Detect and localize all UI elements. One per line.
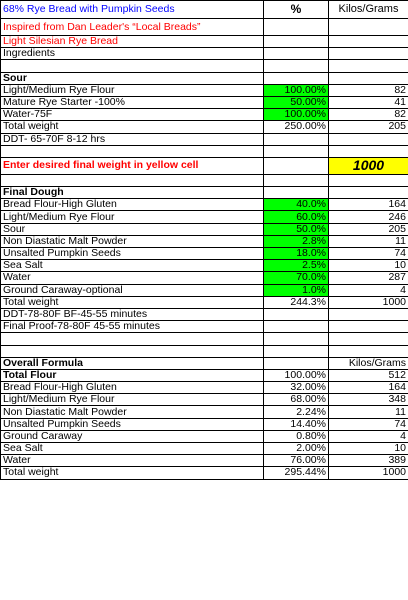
ingredient-row — [1, 382, 408, 394]
ingredient-name[interactable]: Light/Medium Rye Flour — [1, 211, 264, 223]
note-row — [1, 133, 408, 145]
empty-cell[interactable] — [264, 321, 329, 333]
ingredient-weight[interactable]: 1000 — [329, 296, 408, 308]
ingredient-row — [1, 296, 408, 308]
baker-percent[interactable]: 250.00% — [264, 121, 329, 133]
empty-cell[interactable] — [264, 345, 329, 357]
empty-cell[interactable] — [264, 333, 329, 345]
ingredient-weight[interactable]: 512 — [329, 369, 408, 381]
ingredient-row — [1, 272, 408, 284]
empty-cell[interactable] — [1, 345, 264, 357]
ingredient-name[interactable]: Ground Caraway — [1, 430, 264, 442]
ingredient-row — [1, 199, 408, 211]
ingredient-row — [1, 223, 408, 235]
ingredient-weight[interactable]: 10 — [329, 443, 408, 455]
ingredient-weight[interactable]: 11 — [329, 235, 408, 247]
ingredient-weight[interactable]: 10 — [329, 260, 408, 272]
ingredient-weight[interactable]: 4 — [329, 284, 408, 296]
ingredient-weight[interactable]: 82 — [329, 109, 408, 121]
ingredient-row — [1, 430, 408, 442]
ingredient-weight[interactable]: 74 — [329, 248, 408, 260]
overall-weight-header[interactable]: Kilos/Grams — [329, 357, 408, 369]
baker-percent[interactable]: 68.00% — [264, 394, 329, 406]
baker-percent[interactable]: 0.80% — [264, 430, 329, 442]
blank-row — [1, 345, 408, 357]
section-heading-row — [1, 187, 408, 199]
ingredient-weight[interactable]: 389 — [329, 455, 408, 467]
subtitle-row — [1, 36, 408, 48]
empty-cell[interactable] — [1, 60, 264, 72]
empty-cell[interactable] — [329, 72, 408, 84]
empty-cell[interactable] — [329, 333, 408, 345]
ingredient-weight[interactable]: 348 — [329, 394, 408, 406]
empty-cell[interactable] — [264, 187, 329, 199]
ingredient-name[interactable]: Ground Caraway-optional — [1, 284, 264, 296]
baker-percent[interactable]: 2.00% — [264, 443, 329, 455]
baker-percent[interactable]: 2.24% — [264, 406, 329, 418]
blank-row — [1, 145, 408, 157]
ingredient-row — [1, 418, 408, 430]
ingredient-row — [1, 369, 408, 381]
sour-heading[interactable]: Sour — [1, 72, 264, 84]
ingredient-weight[interactable]: 287 — [329, 272, 408, 284]
title-row — [1, 1, 408, 19]
baker-percent[interactable]: 14.40% — [264, 418, 329, 430]
recipe-title[interactable]: 68% Rye Bread with Pumpkin Seeds — [1, 1, 264, 19]
baker-percent[interactable]: 244.3% — [264, 296, 329, 308]
final-dough-ddt-note[interactable]: DDT-78-80F BF-45-55 minutes — [1, 308, 264, 320]
ingredient-name[interactable]: Sour — [1, 223, 264, 235]
ingredient-row — [1, 235, 408, 247]
blank-row — [1, 174, 408, 186]
blank-row — [1, 333, 408, 345]
empty-cell[interactable] — [329, 19, 408, 36]
empty-cell[interactable] — [1, 145, 264, 157]
ingredient-name[interactable]: Light/Medium Rye Flour — [1, 394, 264, 406]
ingredient-name[interactable]: Sea Salt — [1, 260, 264, 272]
ingredient-name[interactable]: Total weight — [1, 467, 264, 479]
baker-percent[interactable]: 50.00% — [264, 96, 329, 108]
ingredient-weight[interactable]: 1000 — [329, 467, 408, 479]
desired-weight-input[interactable]: 1000 — [329, 157, 408, 174]
empty-cell[interactable] — [329, 36, 408, 48]
ingredient-name[interactable]: Light/Medium Rye Flour — [1, 84, 264, 96]
ingredient-weight[interactable]: 164 — [329, 199, 408, 211]
baker-percent[interactable]: 76.00% — [264, 455, 329, 467]
empty-cell[interactable] — [264, 48, 329, 60]
ingredient-weight[interactable]: 205 — [329, 223, 408, 235]
baker-percent[interactable]: 2.5% — [264, 260, 329, 272]
empty-cell[interactable] — [264, 145, 329, 157]
empty-cell[interactable] — [264, 36, 329, 48]
ingredient-row — [1, 211, 408, 223]
final-proof-note[interactable]: Final Proof-78-80F 45-55 minutes — [1, 321, 264, 333]
empty-cell[interactable] — [264, 357, 329, 369]
empty-cell[interactable] — [1, 333, 264, 345]
blank-row — [1, 60, 408, 72]
ingredient-name[interactable]: Sea Salt — [1, 443, 264, 455]
ingredient-weight[interactable]: 74 — [329, 418, 408, 430]
ingredient-name[interactable]: Bread Flour-High Gluten — [1, 199, 264, 211]
ingredient-row — [1, 260, 408, 272]
ingredient-row — [1, 109, 408, 121]
final-dough-heading[interactable]: Final Dough — [1, 187, 264, 199]
ingredient-name[interactable]: Non Diastatic Malt Powder — [1, 406, 264, 418]
ingredient-weight[interactable]: 4 — [329, 430, 408, 442]
ingredient-name[interactable]: Water-75F — [1, 109, 264, 121]
baker-percent[interactable]: 100.00% — [264, 84, 329, 96]
empty-cell[interactable] — [264, 19, 329, 36]
recipe-subtitle[interactable]: Light Silesian Rye Bread — [1, 36, 264, 48]
empty-cell[interactable] — [264, 308, 329, 320]
empty-cell[interactable] — [1, 174, 264, 186]
baker-percent[interactable]: 100.00% — [264, 109, 329, 121]
ingredient-weight[interactable]: 164 — [329, 382, 408, 394]
empty-cell[interactable] — [264, 157, 329, 174]
baker-percent[interactable]: 60.0% — [264, 211, 329, 223]
ingredient-weight[interactable]: 205 — [329, 121, 408, 133]
ingredient-row — [1, 467, 408, 479]
baker-percent[interactable]: 70.0% — [264, 272, 329, 284]
baker-percent[interactable]: 32.00% — [264, 382, 329, 394]
baker-percent[interactable]: 50.0% — [264, 223, 329, 235]
empty-cell[interactable] — [264, 72, 329, 84]
baker-percent[interactable]: 295.44% — [264, 467, 329, 479]
baker-percent[interactable]: 2.8% — [264, 235, 329, 247]
ingredient-row — [1, 406, 408, 418]
baker-percent[interactable]: 40.0% — [264, 199, 329, 211]
empty-cell[interactable] — [329, 60, 408, 72]
ingredient-row — [1, 443, 408, 455]
note-row — [1, 321, 408, 333]
ingredient-name[interactable]: Unsalted Pumpkin Seeds — [1, 248, 264, 260]
ingredient-name[interactable]: Non Diastatic Malt Powder — [1, 235, 264, 247]
ingredient-row — [1, 84, 408, 96]
ingredient-weight[interactable]: 41 — [329, 96, 408, 108]
ingredient-name[interactable]: Total Flour — [1, 369, 264, 381]
empty-cell[interactable] — [329, 133, 408, 145]
empty-cell[interactable] — [329, 308, 408, 320]
empty-cell[interactable] — [264, 133, 329, 145]
ingredient-name[interactable]: Bread Flour-High Gluten — [1, 382, 264, 394]
ingredient-name[interactable]: Water — [1, 455, 264, 467]
ingredients-label[interactable]: Ingredients — [1, 48, 264, 60]
ingredient-row — [1, 284, 408, 296]
overall-formula-heading[interactable]: Overall Formula — [1, 357, 264, 369]
ingredients-row — [1, 48, 408, 60]
empty-cell[interactable] — [329, 321, 408, 333]
desired-weight-row — [1, 157, 408, 174]
empty-cell[interactable] — [264, 60, 329, 72]
empty-cell[interactable] — [329, 48, 408, 60]
sour-ddt-note[interactable]: DDT- 65-70F 8-12 hrs — [1, 133, 264, 145]
ingredient-weight[interactable]: 82 — [329, 84, 408, 96]
baker-percent[interactable]: 100.00% — [264, 369, 329, 381]
inspired-row — [1, 19, 408, 36]
empty-cell[interactable] — [329, 345, 408, 357]
ingredient-weight[interactable]: 246 — [329, 211, 408, 223]
ingredient-row — [1, 96, 408, 108]
empty-cell[interactable] — [329, 174, 408, 186]
inspired-note[interactable]: Inspired from Dan Leader's “Local Breads” — [1, 19, 264, 36]
empty-cell[interactable] — [264, 174, 329, 186]
percent-column-header[interactable]: % — [264, 1, 329, 19]
empty-cell[interactable] — [329, 145, 408, 157]
weight-column-header[interactable]: Kilos/Grams — [329, 1, 408, 19]
ingredient-name[interactable]: Total weight — [1, 296, 264, 308]
ingredient-name[interactable]: Unsalted Pumpkin Seeds — [1, 418, 264, 430]
baker-percent[interactable]: 18.0% — [264, 248, 329, 260]
empty-cell[interactable] — [329, 187, 408, 199]
ingredient-weight[interactable]: 11 — [329, 406, 408, 418]
note-row — [1, 308, 408, 320]
section-heading-row — [1, 72, 408, 84]
ingredient-name[interactable]: Total weight — [1, 121, 264, 133]
section-heading-row — [1, 357, 408, 369]
ingredient-name[interactable]: Water — [1, 272, 264, 284]
ingredient-row — [1, 248, 408, 260]
ingredient-row — [1, 394, 408, 406]
ingredient-name[interactable]: Mature Rye Starter -100% — [1, 96, 264, 108]
ingredient-row — [1, 121, 408, 133]
ingredient-row — [1, 455, 408, 467]
baker-percent[interactable]: 1.0% — [264, 284, 329, 296]
desired-weight-label[interactable]: Enter desired final weight in yellow cell — [1, 157, 264, 174]
